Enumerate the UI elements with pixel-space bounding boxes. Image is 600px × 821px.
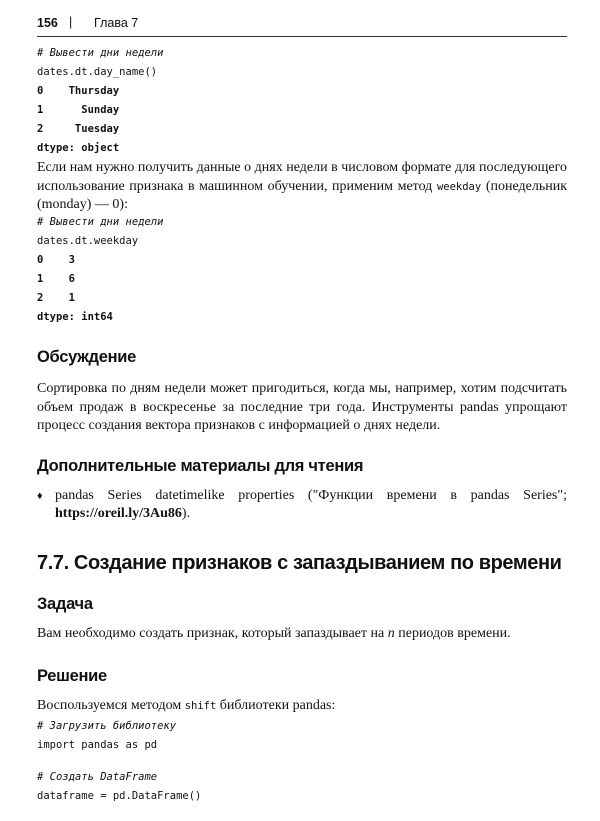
- paragraph-text: библиотеки pandas:: [216, 698, 336, 713]
- code-comment: # Вывести дни недели: [37, 47, 164, 59]
- page-number: 156: [37, 16, 58, 30]
- reading-item-link[interactable]: https://oreil.ly/3Au86: [55, 506, 182, 521]
- paragraph-text: Вам необходимо создать признак, который запаздывает на: [37, 626, 388, 641]
- code-output-line: 2 Tuesday: [37, 123, 120, 135]
- code-output-line: 1 6: [37, 273, 75, 285]
- reading-item-text: [55, 487, 567, 523]
- inline-code: shift: [184, 700, 217, 712]
- paragraph-text: Если нам нужно получить данные о днях недели в числовом формате для последующего использование признака в машинном обучении, применим метод: [37, 160, 567, 194]
- further-reading-heading: Дополнительные материалы для чтения: [37, 457, 364, 475]
- code-comment: # Загрузить библиотеку: [37, 720, 177, 732]
- discussion-heading: Обсуждение: [37, 348, 136, 366]
- code-line: dataframe = pd.DataFrame(): [37, 790, 202, 802]
- section-title: 7.7. Создание признаков с запаздыванием по времени: [37, 552, 562, 574]
- reading-list-item: [37, 487, 567, 527]
- code-output-line: 1 Sunday: [37, 104, 120, 116]
- page-header: [37, 14, 567, 37]
- task-heading: Задача: [37, 595, 93, 613]
- code-output-line: dtype: int64: [37, 311, 113, 323]
- discussion-paragraph: Сортировка по дням недели может пригодиться, когда мы, например, хотим подсчитать объем продаж в воскресенье за последние три года. Инструменты pandas упрощают процесс создания вектора признаков с информацией о днях недели.: [37, 381, 567, 433]
- code-comment: # Создать DataFrame: [37, 771, 158, 783]
- code-output-line: 0 Thursday: [37, 85, 120, 97]
- diamond-bullet-icon: ♦: [37, 490, 43, 502]
- paragraph-text: (понедельник (monday) — 0):: [37, 178, 567, 212]
- solution-paragraph: [37, 697, 567, 716]
- code-output-line: 2 1: [37, 292, 75, 304]
- header-separator: |: [69, 15, 73, 29]
- code-output-line: dtype: object: [37, 142, 120, 154]
- code-line: import pandas as pd: [37, 739, 158, 751]
- task-paragraph: [37, 625, 567, 644]
- code-line: dates.dt.day_name(): [37, 66, 158, 78]
- solution-heading: Решение: [37, 667, 107, 685]
- inline-code: weekday: [436, 180, 482, 193]
- italic-variable: n: [387, 626, 395, 641]
- reading-item-description: pandas Series datetimelike properties ("Функции времени в pandas Series";: [55, 488, 567, 503]
- code-output-line: 0 3: [37, 254, 75, 266]
- paragraph-text: периодов времени.: [394, 626, 511, 641]
- body-paragraph: [37, 159, 567, 215]
- code-comment: # Вывести дни недели: [37, 216, 164, 228]
- code-line: dates.dt.weekday: [37, 235, 139, 247]
- paragraph-text: Воспользуемся методом: [37, 698, 185, 713]
- chapter-title: Глава 7: [94, 16, 139, 30]
- reading-item-end: ).: [181, 506, 191, 521]
